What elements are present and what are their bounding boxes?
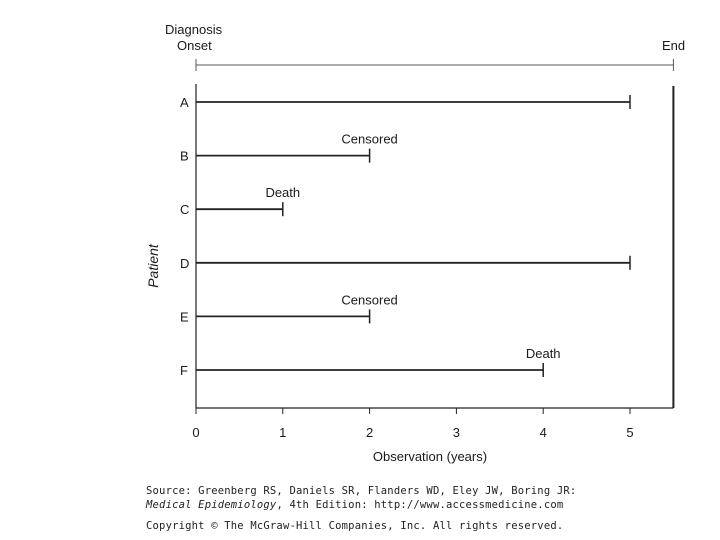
patient-label-E: E [180, 309, 189, 325]
outcome-label-E: Censored [341, 292, 398, 308]
onset-label: Onset [177, 38, 212, 53]
x-tick-label-3: 3 [452, 425, 461, 440]
x-tick-label-5: 5 [626, 425, 634, 440]
source-citation-edition [146, 499, 563, 511]
outcome-label-F: Death [525, 346, 561, 361]
patient-label-F: F [180, 363, 188, 378]
patient-label-D: D [180, 255, 190, 271]
outcome-label-C: Death [265, 185, 301, 201]
book-title: Medical Epidemiology [146, 499, 277, 511]
source-citation: Source: Greenberg RS, Daniels SR, Flanders WD, Eley JW, Boring JR: [146, 485, 577, 497]
patient-label-A: A [180, 95, 189, 110]
x-axis-title: Observation (years) [372, 449, 488, 464]
patient-label-C: C [180, 202, 190, 218]
copyright-notice: Copyright © The McGraw-Hill Companies, Inc. All rights reserved. [146, 520, 564, 532]
outcome-label-B: Censored [341, 131, 398, 147]
x-tick-label-4: 4 [539, 425, 547, 440]
edition-url: , 4th Edition: http://www.accessmedicine.com [276, 499, 564, 511]
x-tick-label-2: 2 [365, 425, 374, 440]
end-label: End [662, 38, 686, 53]
x-tick-label-0: 0 [192, 425, 200, 440]
diagnosis-label: Diagnosis [165, 22, 223, 37]
x-tick-label-1: 1 [279, 425, 287, 440]
y-axis-title: Patient [145, 244, 161, 288]
patient-label-B: B [180, 148, 189, 164]
